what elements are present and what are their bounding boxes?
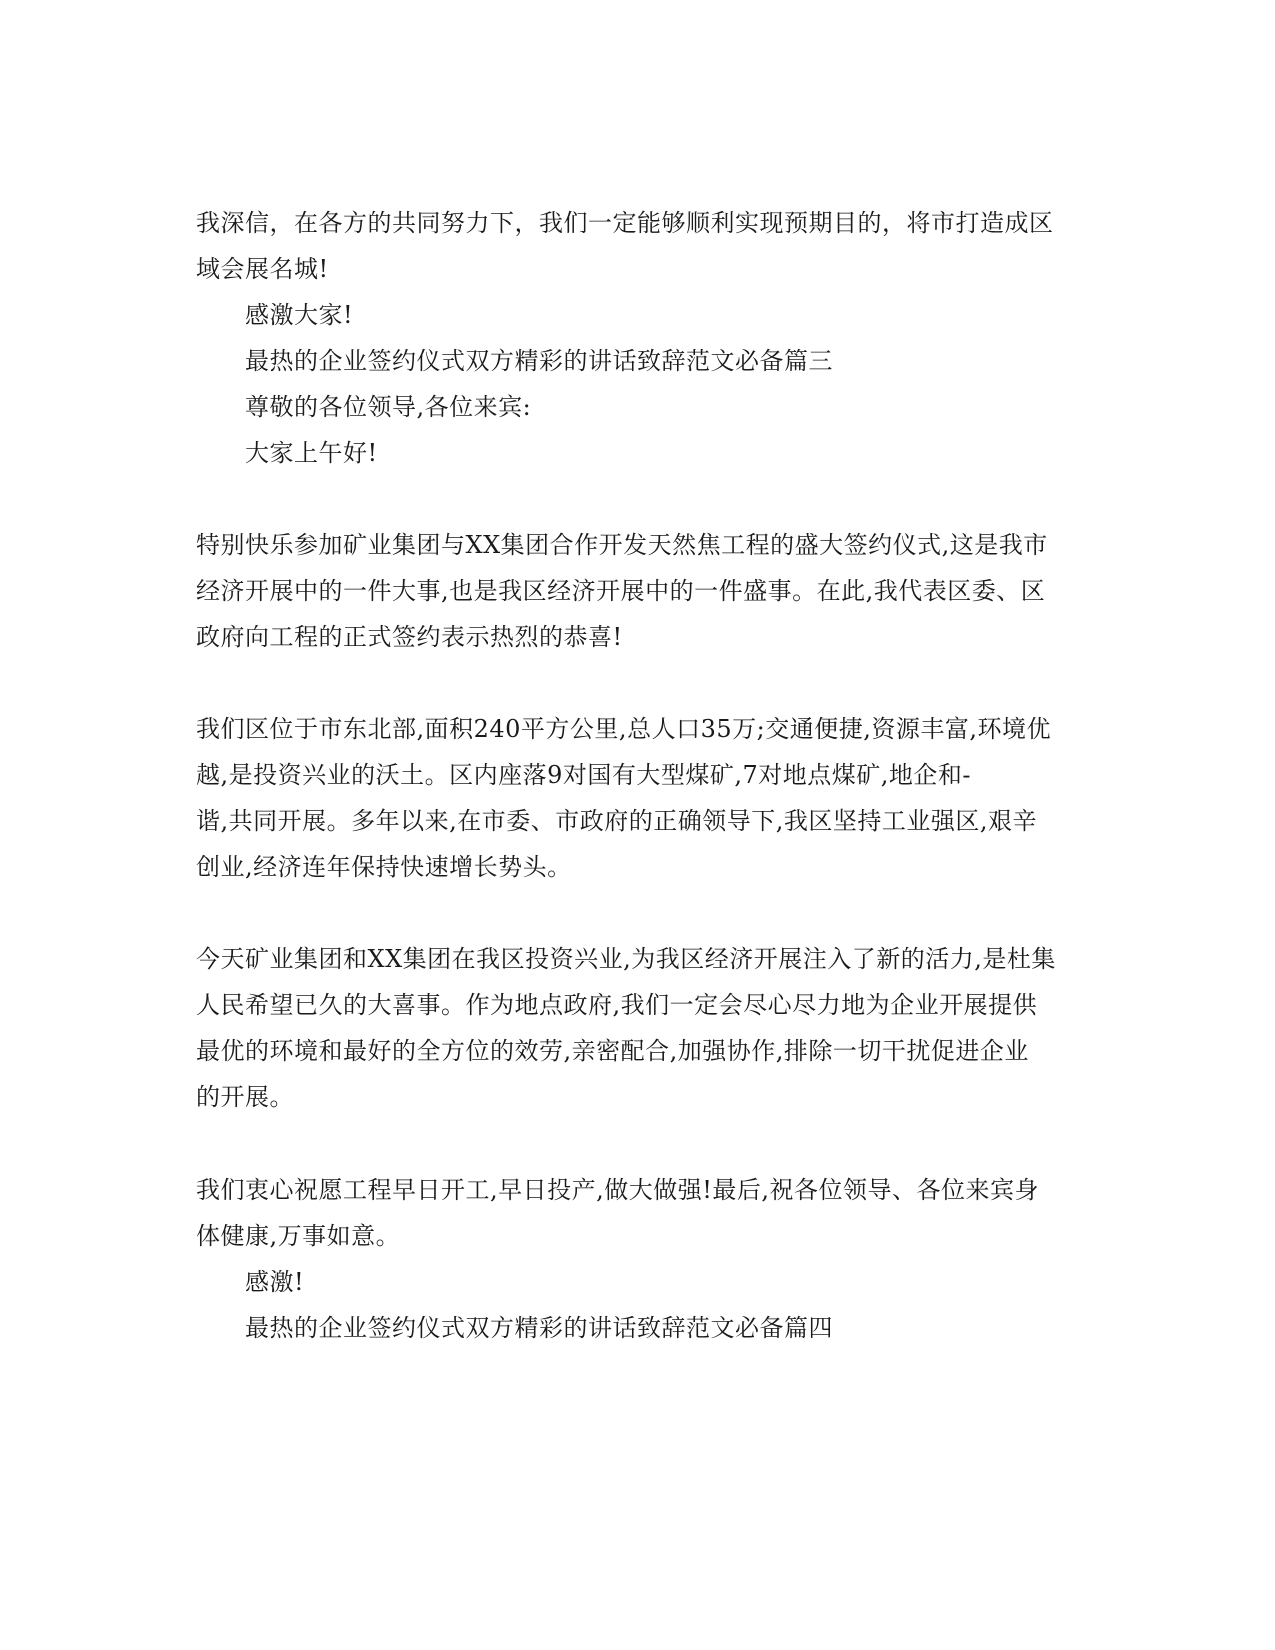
paragraph-1-line-1: 我深信，在各方的共同努力下，我们一定能够顺利实现预期目的，将市打造成区 [196,209,1054,237]
paragraph-4-line-2: 人民希望已久的大喜事。作为地点政府,我们一定会尽心尽力地为企业开展提供 [196,991,1038,1019]
thanks-everyone-line: 感激大家! [245,301,354,329]
paragraph-4-line-1: 今天矿业集团和XX集团在我区投资兴业,为我区经济开展注入了新的活力,是杜集 [196,945,1056,973]
paragraph-3-line-4: 创业,经济连年保持快速增长势头。 [196,853,572,881]
paragraph-3-line-1: 我们区位于市东北部,面积240平方公里,总人口35万;交通便捷,资源丰富,环境优 [196,715,1051,743]
paragraph-5-line-2: 体健康,万事如意。 [196,1222,401,1250]
paragraph-1-line-2: 域会展名城! [196,255,329,283]
paragraph-2-line-1: 特别快乐参加矿业集团与XX集团合作开发天然焦工程的盛大签约仪式,这是我市 [196,531,1048,559]
salutation-line: 尊敬的各位领导,各位来宾: [245,393,532,421]
paragraph-2-line-3: 政府向工程的正式签约表示热烈的恭喜! [196,623,623,651]
paragraph-2-line-2: 经济开展中的一件大事,也是我区经济开展中的一件盛事。在此,我代表区委、区 [196,577,1046,605]
thanks-line: 感激! [245,1268,305,1296]
paragraph-3-line-2: 越,是投资兴业的沃土。区内座落9对国有大型煤矿,7对地点煤矿,地企和- [196,761,972,789]
paragraph-5-line-1: 我们衷心祝愿工程早日开工,早日投产,做大做强!最后,祝各位领导、各位来宾身 [196,1176,1040,1204]
section-heading-4: 最热的企业签约仪式双方精彩的讲话致辞范文必备篇四 [245,1314,833,1342]
paragraph-4-line-4: 的开展。 [196,1083,294,1111]
greeting-line: 大家上午好! [245,439,378,467]
paragraph-3-line-3: 谐,共同开展。多年以来,在市委、市政府的正确领导下,我区坚持工业强区,艰辛 [196,807,1038,835]
section-heading-3: 最热的企业签约仪式双方精彩的讲话致辞范文必备篇三 [245,347,833,375]
paragraph-4-line-3: 最优的环境和最好的全方位的效劳,亲密配合,加强协作,排除一切干扰促进企业 [196,1037,1029,1065]
